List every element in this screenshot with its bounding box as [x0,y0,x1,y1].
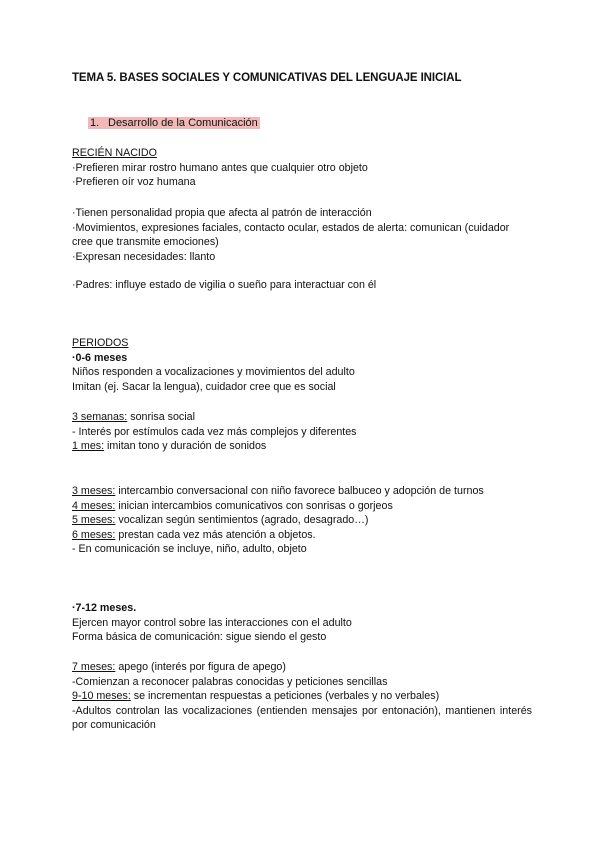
recien-nacido-block-3 [72,278,532,293]
milestone-text: imitan tono y duración de sonidos [104,440,267,453]
milestone-label: 1 mes: [72,440,105,453]
period-7-12-block [72,601,532,645]
milestone-3-semanas [72,410,532,425]
period-0-6-line-2: Imitan (ej. Sacar la lengua), cuidador cree que es social [72,380,336,393]
document-title: TEMA 5. BASES SOCIALES Y COMUNICATIVAS DEL LENGUAJE INICIAL [72,72,462,84]
milestone-text: prestan cada vez más atención a objetos. [115,528,316,541]
milestone-9-10-meses [72,689,532,704]
milestone-1-mes [72,439,532,454]
recien-line-3: ·Tienen personalidad propia que afecta al patrón de interacción [72,207,372,219]
period-0-6-heading: ·0-6 meses [72,351,128,364]
periodos-heading: PERIODOS [72,337,129,349]
milestone-label: 3 semanas: [72,411,128,423]
period-0-6-line-4: - En comunicación se incluye, niño, adulto, objeto [72,543,307,556]
period-0-6-milestones [72,410,532,454]
recien-heading: RECIÉN NACIDO [72,147,157,159]
section-number: 1. [90,117,100,129]
milestone-3-meses [72,484,532,499]
milestone-label: 9-10 meses: [72,690,131,703]
period-7-12-milestones [72,660,532,733]
recien-line-4: ·Movimientos, expresiones faciales, contacto ocular, estados de alerta: comunican (cuidador cree que transmite emociones) [72,221,510,249]
period-7-12-line-4: -Adultos controlan las vocalizaciones (entienden mensajes por entonación), mantienen interés por comunicación [72,704,532,732]
milestone-text: apego (interés por figura de apego) [115,661,286,673]
recien-line-2: ·Prefieren oír voz humana [72,176,196,189]
milestone-6-meses [72,528,532,543]
section-heading [88,117,260,129]
milestone-7-meses [72,660,532,675]
period-0-6-milestones-2 [72,484,532,557]
recien-nacido-block [72,146,532,190]
milestone-4-meses [72,499,532,514]
recien-line-5: ·Expresan necesidades: llanto [72,250,216,263]
period-7-12-line-2: Forma básica de comunicación: sigue siendo el gesto [72,631,327,644]
period-7-12-heading: ·7-12 meses. [72,602,137,614]
milestone-text: intercambio conversacional con niño favorece balbuceo y adopción de turnos [115,485,484,497]
milestone-5-meses [72,513,532,528]
period-0-6-line-1: Niños responden a vocalizaciones y movimientos del adulto [72,366,355,379]
milestone-text: inician intercambios comunicativos con sonrisas o gorjeos [115,499,393,512]
milestone-label: 5 meses: [72,514,116,527]
periodos-block [72,336,532,394]
recien-line-1: ·Prefieren mirar rostro humano antes que cualquier otro objeto [72,161,368,174]
recien-line-6: ·Padres: influye estado de vigilia o sueño para interactuar con él [72,279,377,291]
period-7-12-line-1: Ejercen mayor control sobre las interacciones con el adulto [72,616,352,629]
milestone-label: 7 meses: [72,661,116,673]
milestone-label: 4 meses: [72,499,116,512]
section-label: Desarrollo de la Comunicación [108,117,258,129]
milestone-text: se incrementan respuestas a peticiones (verbales y no verbales) [130,690,440,703]
recien-nacido-block-2 [72,206,532,264]
period-7-12-line-3: -Comienzan a reconocer palabras conocidas y peticiones sencillas [72,675,388,688]
period-0-6-line-3: - Interés por estímulos cada vez más complejos y diferentes [72,425,357,438]
milestone-label: 3 meses: [72,485,116,497]
milestone-text: sonrisa social [127,411,195,423]
milestone-label: 6 meses: [72,528,116,541]
milestone-text: vocalizan según sentimientos (agrado, desagrado…) [115,514,369,527]
